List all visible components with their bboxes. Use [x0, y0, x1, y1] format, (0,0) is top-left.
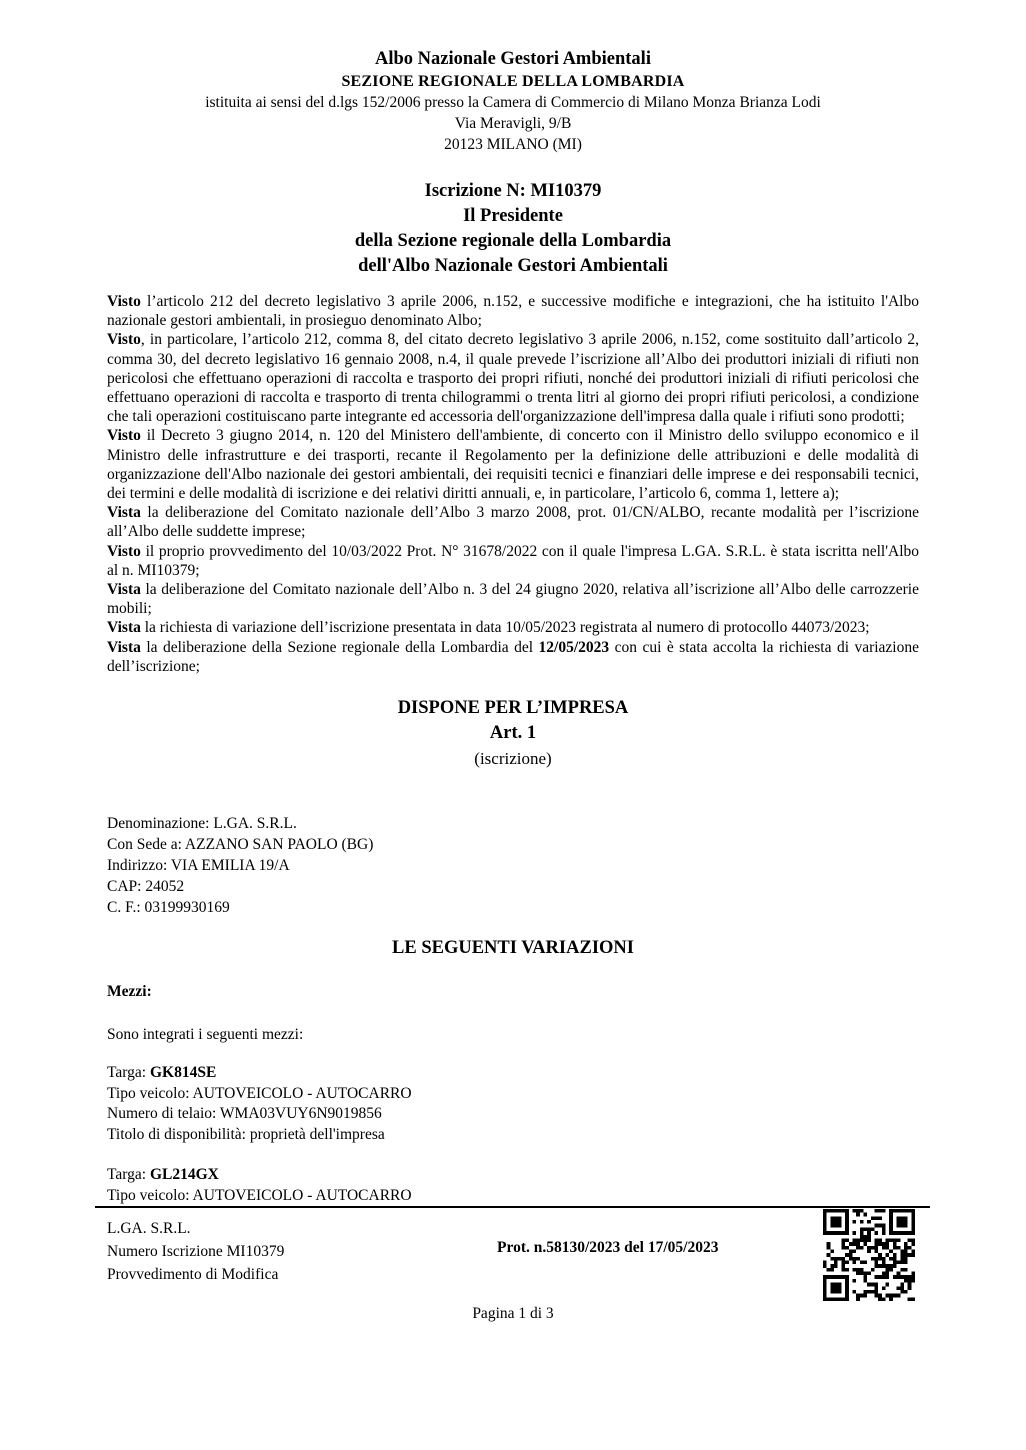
company-detail-line: CAP: 24052: [107, 878, 185, 896]
recital-paragraph: Vista la richiesta di variazione dell’iscrizione presentata in data 10/05/2023 registrata al numero di protocollo 44073/2023;: [107, 619, 870, 637]
footer-company-block: [107, 1217, 284, 1286]
footer-numero-iscrizione: Numero Iscrizione MI10379: [107, 1243, 285, 1261]
recitals: [107, 292, 919, 676]
title-block: [107, 179, 919, 279]
footer-company-name: L.GA. S.R.L.: [107, 1220, 191, 1238]
vehicle-detail-line: Tipo veicolo: AUTOVEICOLO - AUTOCARRO: [107, 1186, 412, 1204]
qr-code-image: [823, 1209, 915, 1301]
city-line: 20123 MILANO (MI): [444, 136, 582, 153]
title-presidente: Il Presidente: [463, 206, 563, 226]
document-header: [107, 0, 919, 155]
org-name: Albo Nazionale Gestori Ambientali: [375, 49, 651, 69]
mezzi-label: Mezzi:: [107, 983, 152, 1001]
dispone-article: Art. 1: [489, 723, 537, 744]
recital-paragraph: Visto l’articolo 212 del decreto legislativo 3 aprile 2006, n.152, e successive modifiche e integrazioni, che ha istituito l'Albo nazionale gestori ambientali, in prosieguo denominato Albo;: [107, 293, 919, 330]
title-sezione: della Sezione regionale della Lombardia: [354, 231, 672, 251]
recital-paragraph: Vista la deliberazione del Comitato nazionale dell’Albo n. 3 del 24 giugno 2020, relativa all’iscrizione all’Albo delle carrozzerie mobili;: [107, 581, 919, 618]
page-footer: [107, 1206, 919, 1304]
page-number: Pagina 1 di 3: [472, 1305, 554, 1323]
iscrizione-number: Iscrizione N: MI10379: [424, 181, 602, 201]
vehicle-plate: GK814SE: [149, 1064, 217, 1082]
mezzi-intro: Sono integrati i seguenti mezzi:: [107, 1026, 304, 1044]
vehicle-targa-line: Targa: GK814SE: [107, 1064, 217, 1082]
vehicle-list: [107, 1063, 919, 1206]
vehicle-targa-line: Targa: GL214GX: [107, 1166, 219, 1184]
vehicle-plate: GL214GX: [149, 1166, 219, 1184]
recital-paragraph: Vista la deliberazione della Sezione regionale della Lombardia del 12/05/2023 con cui è stata accolta la richiesta di variazione dell’iscrizione;: [107, 638, 919, 675]
vehicle-detail-line: Tipo veicolo: AUTOVEICOLO - AUTOCARRO: [107, 1084, 412, 1102]
section-name: SEZIONE REGIONALE DELLA LOMBARDIA: [341, 73, 685, 90]
footer-protocol: Prot. n.58130/2023 del 17/05/2023: [497, 1239, 719, 1257]
company-detail-line: Indirizzo: VIA EMILIA 19/A: [107, 857, 290, 875]
recital-paragraph: Visto, in particolare, l’articolo 212, comma 8, del citato decreto legislativo 3 aprile 2006, n.152, come sostituito dall’articolo 2, comma 30, del decreto legislativo 16 gennaio 2008, n.4, il quale prevede l’iscrizione all’Albo dei produttori iniziali di rifiuti non pericolosi che effettuano operazioni di raccolta e trasporto dei propri rifiuti, nonché dei produttori iniziali di rifiuti pericolosi che effettuano operazioni di raccolta e trasporto di trenta chilogrammi o trenta litri al giorno dei propri rifiuti pericolosi, a condizione che tali operazioni costituiscano parte integrante ed accessoria dell'organizzazione dell'impresa dalla quale i rifiuti sono prodotti;: [107, 331, 919, 426]
address-line: Via Meravigli, 9/B: [454, 115, 572, 132]
established-line: istituita ai sensi del d.lgs 152/2006 presso la Camera di Commercio di Milano Monza Brianza Lodi: [205, 94, 821, 111]
dispone-block: [107, 696, 919, 771]
vehicle-block: [107, 1165, 919, 1206]
company-detail-line: Denominazione: L.GA. S.R.L.: [107, 815, 297, 833]
recital-paragraph: Vista la deliberazione del Comitato nazionale dell’Albo 3 marzo 2008, prot. 01/CN/ALBO, recante modalità per l’iscrizione all’Albo delle suddette imprese;: [107, 504, 919, 541]
title-albo: dell'Albo Nazionale Gestori Ambientali: [358, 256, 668, 276]
footer-provvedimento: Provvedimento di Modifica: [107, 1266, 279, 1284]
company-details: [107, 813, 919, 918]
recital-paragraph: Visto il proprio provvedimento del 10/03/2022 Prot. N° 31678/2022 con il quale l'impresa L.GA. S.R.L. è stata iscritta nell'Albo al n. MI10379;: [107, 542, 919, 579]
company-detail-line: Con Sede a: AZZANO SAN PAOLO (BG): [107, 836, 374, 854]
dispone-title: DISPONE PER L’IMPRESA: [397, 698, 629, 719]
recital-paragraph: Visto il Decreto 3 giugno 2014, n. 120 del Ministero dell'ambiente, di concerto con il Ministro dello sviluppo economico e il Ministro delle infrastrutture e dei trasporti, recante il Regolamento per la definizione delle attribuzioni e delle modalità di organizzazione dell'Albo nazionale dei gestori ambientali, dei requisiti tecnici e finanziari delle imprese e dei responsabili tecnici, dei termini e delle modalità di iscrizione e dei relativi diritti annuali, e, in particolare, l’articolo 6, comma 1, lettere a);: [107, 427, 919, 503]
company-detail-line: C. F.: 03199930169: [107, 899, 230, 917]
vehicle-detail-line: Titolo di disponibilità: proprietà dell'impresa: [107, 1125, 385, 1143]
variazioni-title: LE SEGUENTI VARIAZIONI: [392, 938, 634, 959]
vehicle-block: [107, 1063, 919, 1145]
dispone-subtitle: (iscrizione): [474, 749, 552, 769]
vehicle-detail-line: Numero di telaio: WMA03VUY6N9019856: [107, 1105, 382, 1123]
footer-divider: [95, 1206, 930, 1208]
